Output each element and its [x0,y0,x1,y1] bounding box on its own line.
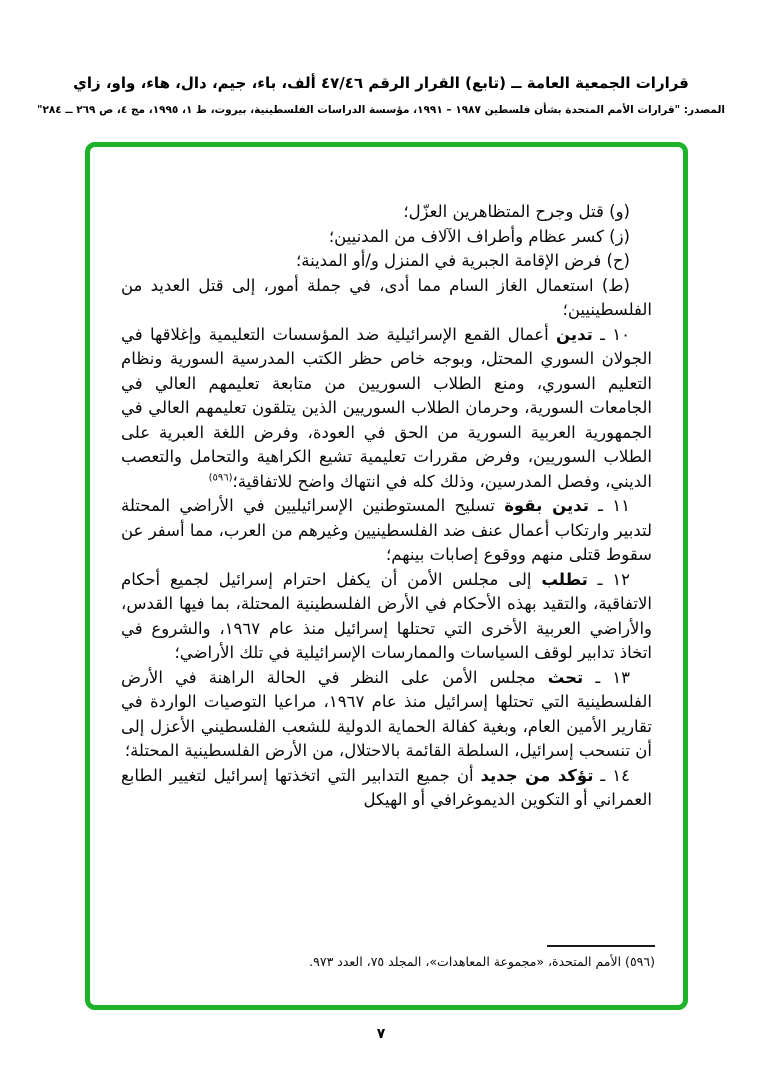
resolution-paragraph: ١٢ ـ تطلب إلى مجلس الأمن أن يكفل احترام إسرائيل لجميع أحكام الاتفاقية، والتقيد بهذه الأحكام في الأرض الفلسطينية المحتلة، بما فيها القدس، والأراضي العربية الأخرى التي تحتلها إسرائيل منذ عام ١٩٦٧، والشروع في اتخاذ تدابير لوقف السياسات والممارسات الإسرائيلية في تلك الأراضي؛ [121,569,653,662]
source-citation: المصدر: "قرارات الأمم المتحدة بشأن فلسطين ١٩٨٧ – ١٩٩١، مؤسسة الدراسات الفلسطينية، بيروت، ط ١، ١٩٩٥، مج ٤، ص ٢٦٩ ــ ٢٨٤" [37,104,725,116]
footnote-separator [547,945,655,947]
sub-clause: (ح) فرض الإقامة الجبرية في المنزل و/أو المدينة؛ [296,251,630,270]
page-number: ٧ [376,1026,386,1042]
resolution-paragraph: ١١ ـ تدين بقوة تسليح المستوطنين الإسرائيليين في الأراضي المحتلة لتدبير وارتكاب أعمال عنف ضد الفلسطينيين وغيرهم من العرب، مما أسفر عن سقوط قتلى منهم ووقوع إصابات بينهم؛ [121,496,652,564]
paragraph-lead-word: تطلب [541,569,588,589]
content-frame [85,142,688,1010]
sub-clause: (ط) استعمال الغاز السام مما أدى، في جملة أمور، إلى قتل العديد من الفلسطينيين؛ [121,275,652,319]
paragraph-lead-word: تؤكد من جديد [480,765,594,785]
sub-clause: (و) قتل وجرح المتظاهرين العزّل؛ [403,202,630,221]
paragraph-lead-word: تدين [556,324,593,344]
footnote-reference: (٥٩٦) [208,472,233,483]
page-header-title: قرارات الجمعية العامة ــ (تابع) القرار الرقم ٤٧/٤٦ ألف، باء، جيم، دال، هاء، واو، زاي [73,74,689,92]
paragraph-lead-word: تحث [547,667,584,687]
resolution-paragraph: ١٠ ـ تدين أعمال القمع الإسرائيلية ضد المؤسسات التعليمية وإغلاقها في الجولان السوري المحتل، وبوجه خاص حظر الكتب المدرسية السورية ونظام التعليم السوري، ومنع الطلاب السوريين من متابعة تعليمهم العالي في الجامعات السورية، وحرمان الطلاب السوريين الذين يتلقون تعليمهم العالي في الجمهورية العربية السورية من الحق في العودة، وفرض اللغة العبرية على الطلاب السوريين، وفرض مقررات تعليمية تشيع الكراهية والتحامل والتعصب الديني، وفصل المدرسين، وذلك كله في انتهاك واضح للاتفاقية؛$^{(٥٩٦)}$ [121,324,652,491]
resolution-paragraph: ١٤ ـ تؤكد من جديد أن جميع التدابير التي اتخذتها إسرائيل لتغيير الطابع العمراني أو التكوين الديموغرافي أو الهيكل [121,765,652,809]
paragraphs [121,323,652,813]
footnote-text: (٥٩٦) الأمم المتحدة، «مجموعة المعاهدات»، المجلد ٧٥، العدد ٩٧٣. [309,954,655,969]
resolution-paragraph: ١٣ ـ تحث مجلس الأمن على النظر في الحالة الراهنة في الأرض الفلسطينية التي تحتلها إسرائيل منذ عام ١٩٦٧، مراعيا التوصيات الواردة في تقارير الأمين العام، وبغية كفالة الحماية الدولية للشعب الفلسطيني الأعزل إلى أن تنسحب إسرائيل، السلطة القائمة بالاحتلال، من الأرض الفلسطينية المحتلة؛ [121,667,652,760]
sub-clause: (ز) كسر عظام وأطراف الآلاف من المدنيين؛ [328,226,630,246]
sub-clauses [121,200,652,323]
body-text [121,200,652,813]
paragraph-lead-word: تدين بقوة [504,496,589,515]
